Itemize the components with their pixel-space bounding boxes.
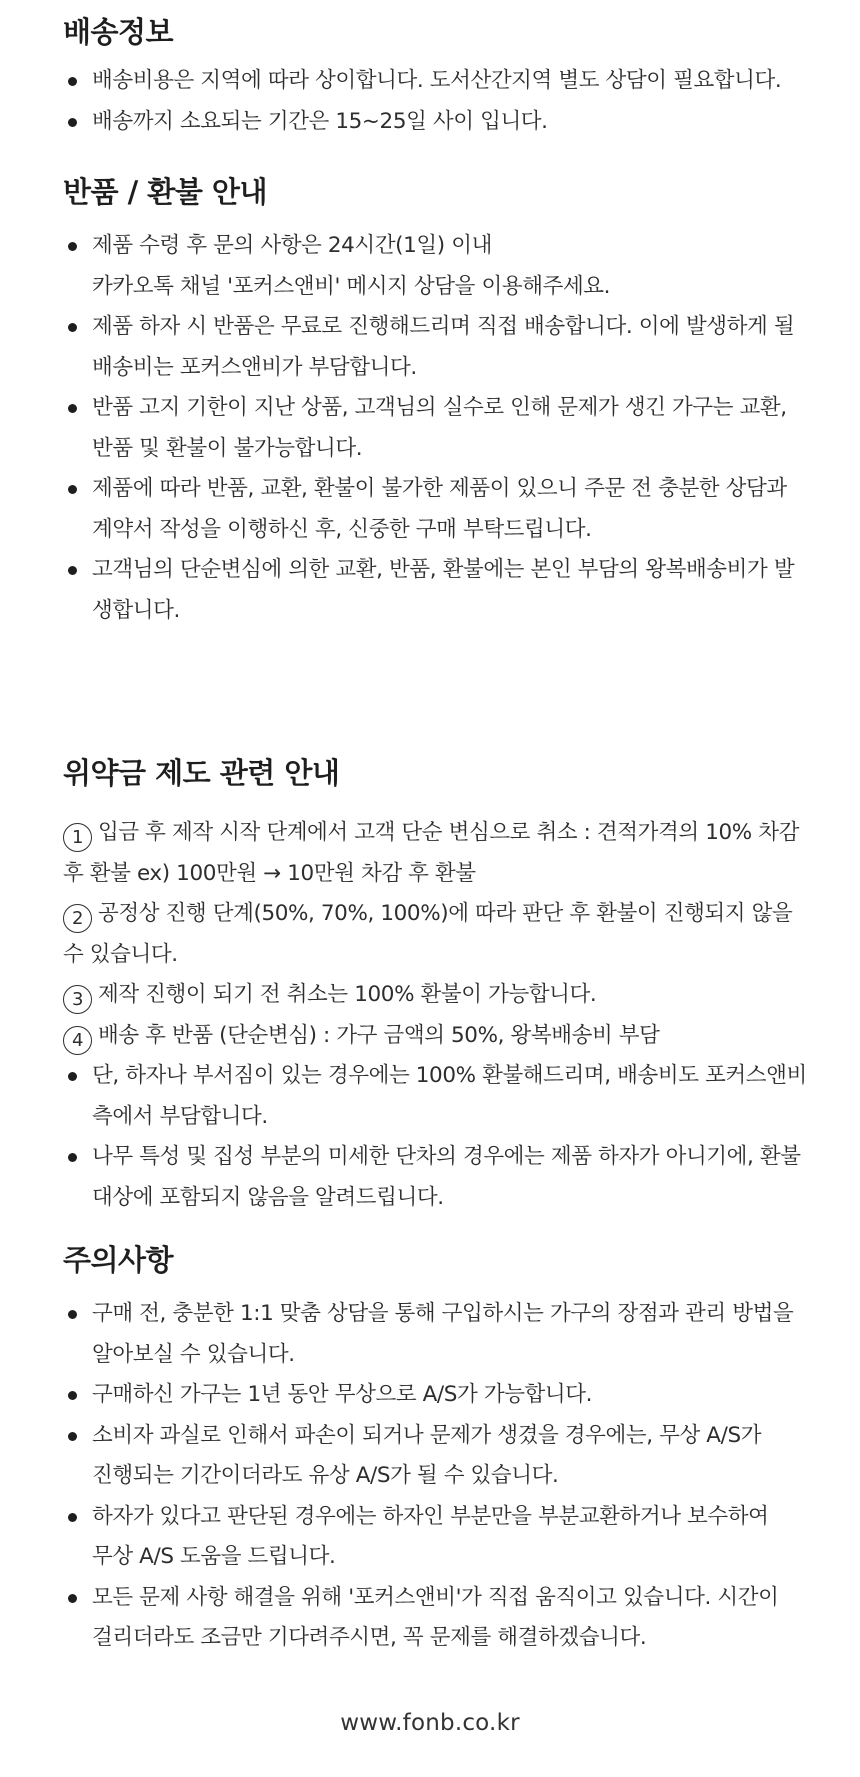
bullet-icon: [68, 118, 77, 127]
footer-url: www.fonb.co.kr: [340, 1710, 520, 1736]
list-item: 배송까지 소요되는 기간은 15~25일 사이 입니다.: [63, 102, 803, 143]
circled-number: 4: [63, 1026, 92, 1055]
numbered-item-3: 3 제작 진행이 되기 전 취소는 100% 환불이 가능합니다.: [63, 975, 803, 1016]
bullet-icon: [68, 1391, 77, 1400]
shipping-list: [63, 61, 803, 142]
numbered-item-4: 4 배송 후 반품 (단순변심) : 가구 금액의 50%, 왕복배송비 부담: [63, 1016, 803, 1057]
penalty-heading: 위약금 제도 관련 안내: [63, 756, 340, 790]
circled-number: 3: [63, 985, 92, 1014]
list-item: 구매 전, 충분한 1:1 맞춤 상담을 통해 구입하시는 가구의 장점과 관리 방법을 알아보실 수 있습니다.: [63, 1294, 803, 1375]
bullet-icon: [68, 1432, 77, 1441]
caution-list: [63, 1294, 803, 1659]
bullet-icon: [68, 404, 77, 413]
bullet-icon: [68, 1513, 77, 1522]
list-item: 구매하신 가구는 1년 동안 무상으로 A/S가 가능합니다.: [63, 1375, 803, 1416]
list-item: 제품 하자 시 반품은 무료로 진행해드리며 직접 배송합니다. 이에 발생하게 될 배송비는 포커스앤비가 부담합니다.: [63, 307, 803, 388]
penalty-numbered-list: [63, 813, 803, 1056]
list-item: 단, 하자나 부서짐이 있는 경우에는 100% 환불해드리며, 배송비도 포커스앤비 측에서 부담합니다.: [63, 1056, 803, 1137]
caution-heading: 주의사항: [63, 1243, 174, 1277]
bullet-icon: [68, 242, 77, 251]
circled-number: 2: [63, 904, 92, 933]
penalty-list: [63, 1056, 807, 1218]
bullet-icon: [68, 1153, 77, 1162]
numbered-item-1: 1 입금 후 제작 시작 단계에서 고객 단순 변심으로 취소 : 견적가격의 10% 차감 후 환불 ex) 100만원 → 10만원 차감 후 환불: [63, 820, 799, 886]
bullet-icon: [68, 323, 77, 332]
list-item: 제품에 따라 반품, 교환, 환불이 불가한 제품이 있으니 주문 전 충분한 상담과 계약서 작성을 이행하신 후, 신중한 구매 부탁드립니다.: [63, 469, 803, 550]
returns-list: [63, 226, 803, 631]
bullet-icon: [68, 566, 77, 575]
list-item: 반품 고지 기한이 지난 상품, 고객님의 실수로 인해 문제가 생긴 가구는 교환, 반품 및 환불이 불가능합니다.: [63, 388, 803, 469]
list-item: 나무 특성 및 집성 부분의 미세한 단차의 경우에는 제품 하자가 아니기에, 환불 대상에 포함되지 않음을 알려드립니다.: [63, 1137, 803, 1218]
bullet-icon: [68, 485, 77, 494]
circled-number: 1: [63, 823, 92, 852]
list-item: 소비자 과실로 인해서 파손이 되거나 문제가 생겼을 경우에는, 무상 A/S가 진행되는 기간이더라도 유상 A/S가 될 수 있습니다.: [63, 1416, 803, 1497]
bullet-icon: [68, 1072, 77, 1081]
caution-section: [63, 1240, 803, 1659]
bullet-icon: [68, 77, 77, 86]
bullet-icon: [68, 1594, 77, 1603]
list-item: 배송비용은 지역에 따라 상이합니다. 도서산간지역 별도 상담이 필요합니다.: [63, 61, 803, 102]
shipping-heading: 배송정보: [63, 15, 174, 49]
list-item: 하자가 있다고 판단된 경우에는 하자인 부분만을 부분교환하거나 보수하여 무상 A/S 도움을 드립니다.: [63, 1497, 803, 1578]
numbered-item-2: 2 공정상 진행 단계(50%, 70%, 100%)에 따라 판단 후 환불이 진행되지 않을 수 있습니다.: [63, 901, 793, 967]
returns-heading: 반품 / 환불 안내: [63, 175, 267, 209]
list-item: 모든 문제 사항 해결을 위해 '포커스앤비'가 직접 움직이고 있습니다. 시간이 걸리더라도 조금만 기다려주시면, 꼭 문제를 해결하겠습니다.: [63, 1578, 803, 1659]
returns-section: [63, 172, 803, 631]
list-item: 제품 수령 후 문의 사항은 24시간(1일) 이내 카카오톡 채널 '포커스앤비' 메시지 상담을 이용해주세요.: [63, 226, 803, 307]
penalty-section: [63, 753, 807, 1218]
shipping-section: [63, 12, 803, 142]
bullet-icon: [68, 1310, 77, 1319]
list-item: 고객님의 단순변심에 의한 교환, 반품, 환불에는 본인 부담의 왕복배송비가 발 생합니다.: [63, 550, 803, 631]
